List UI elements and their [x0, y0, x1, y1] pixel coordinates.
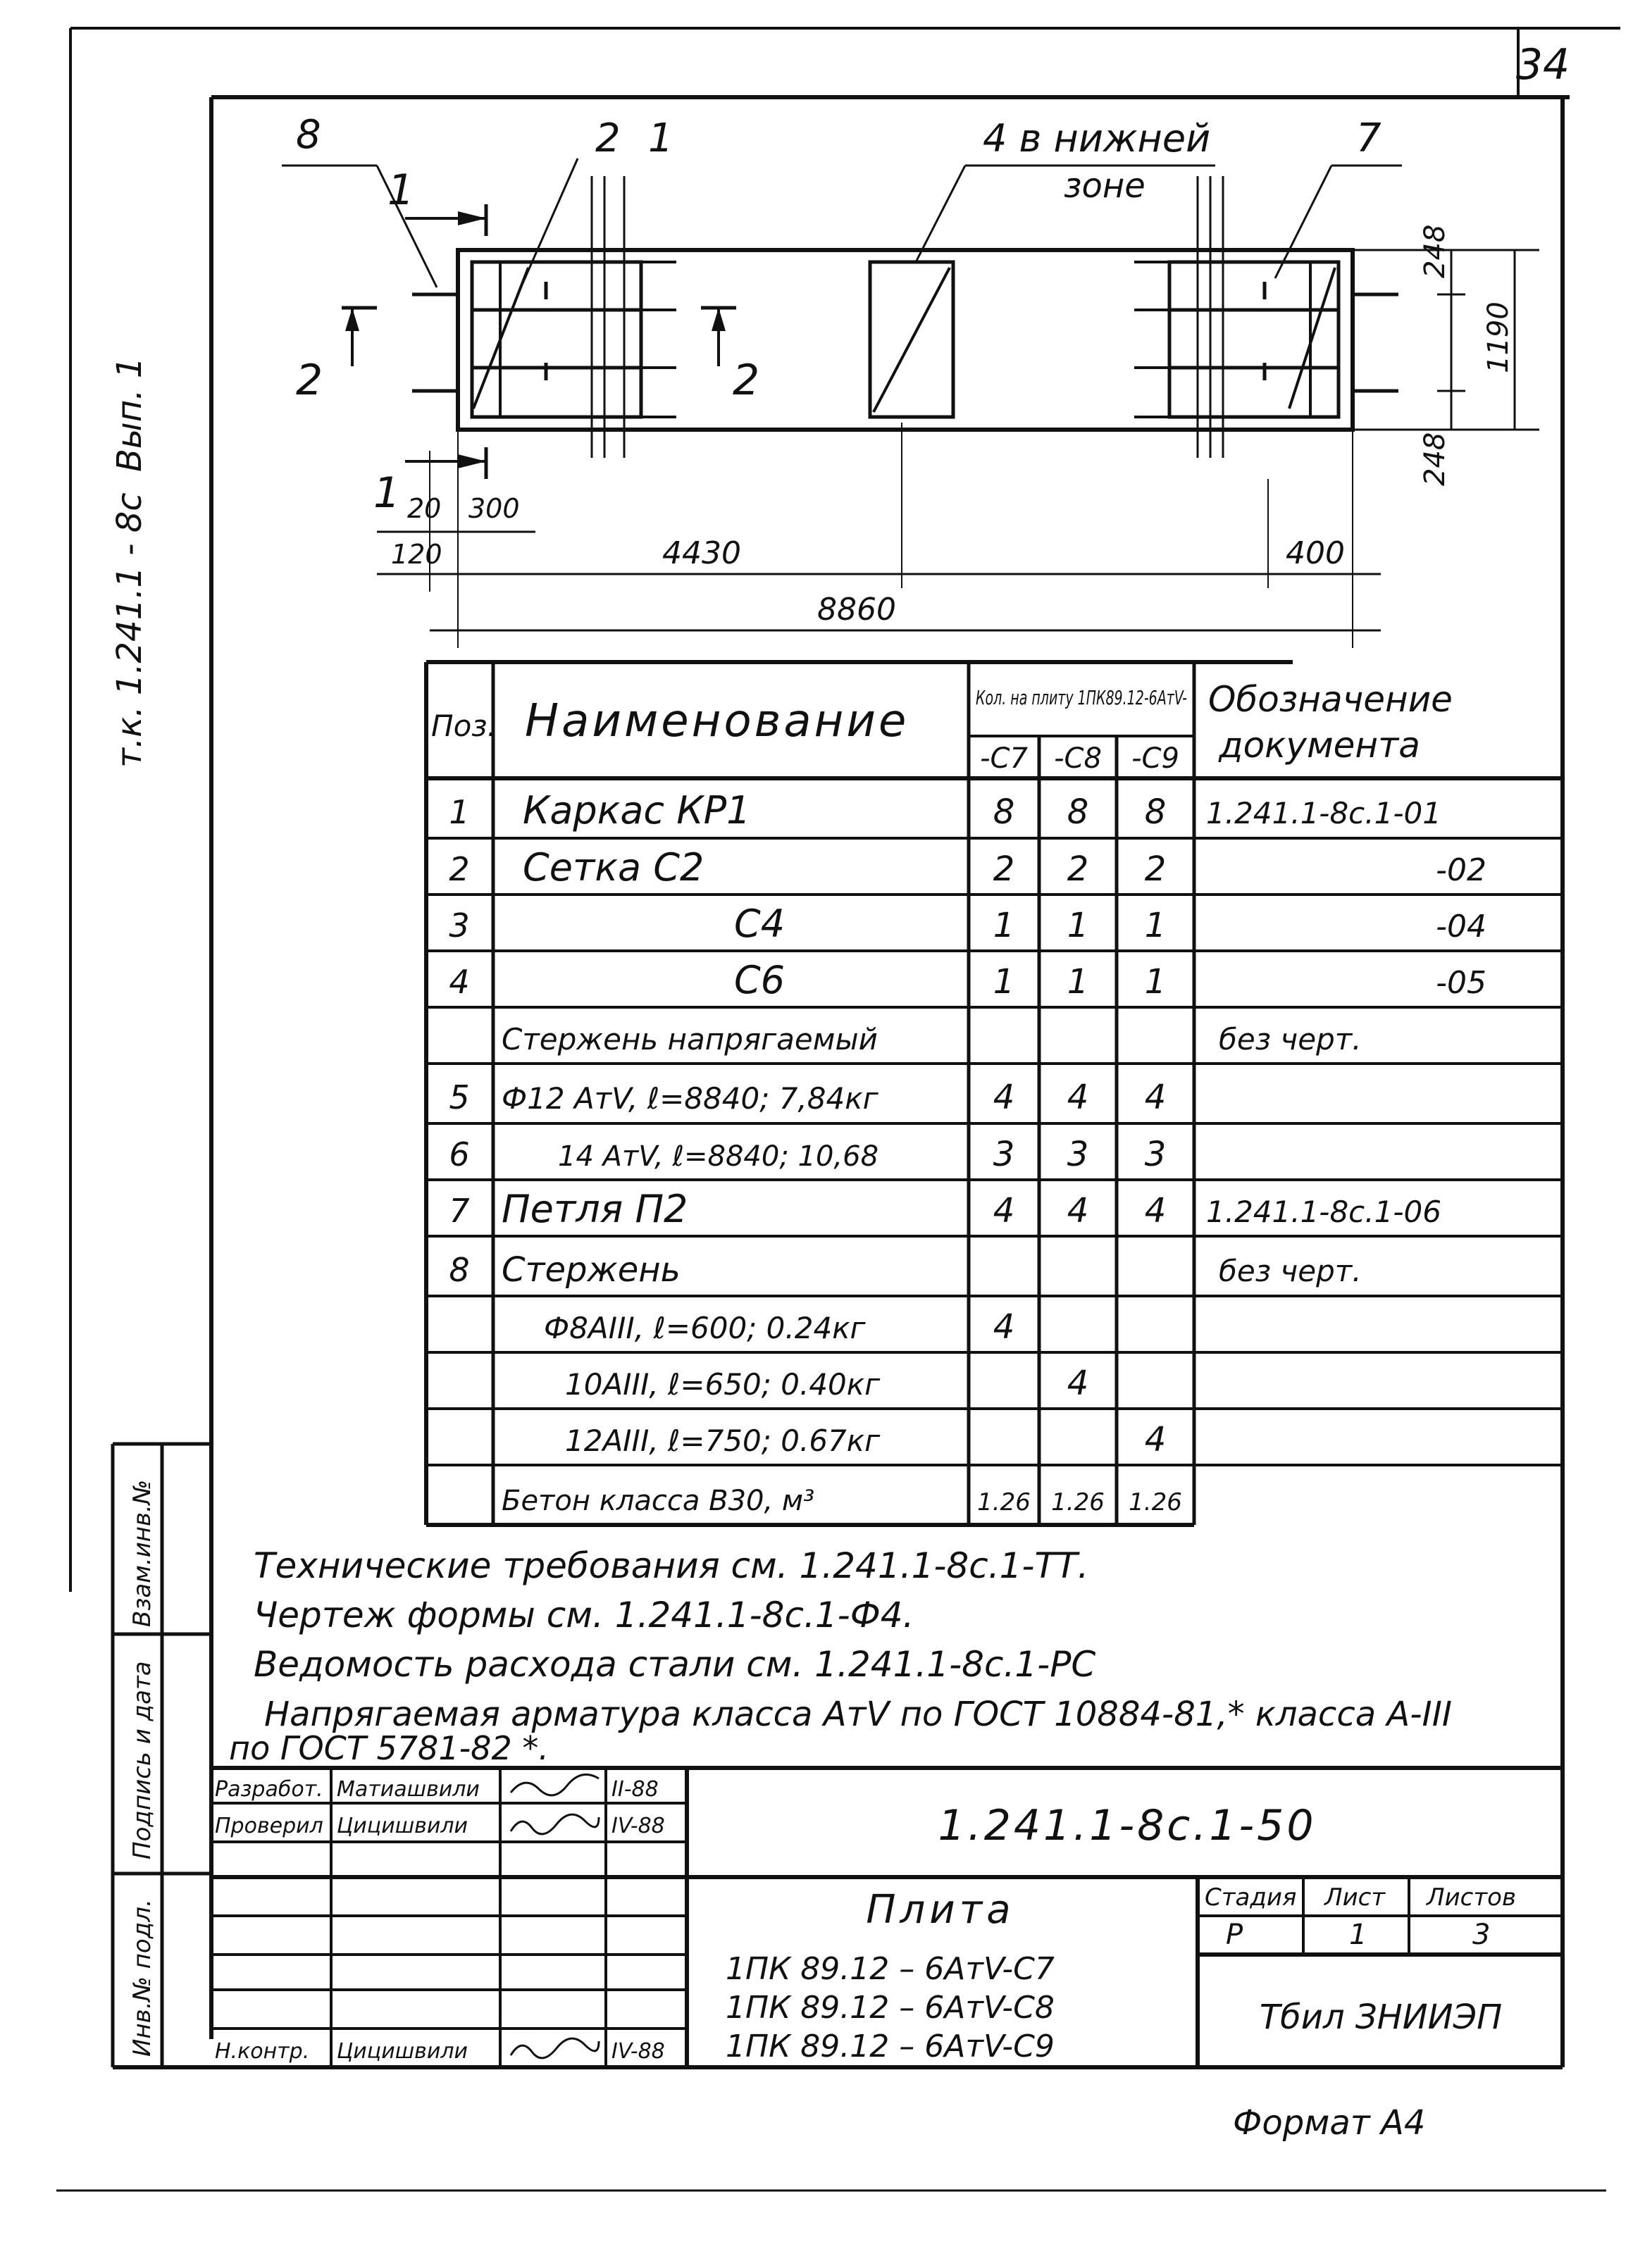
header-qty: Кол. на плиту 1ПК89.12-6АтV-: [976, 686, 1187, 709]
side-issue: Вып. 1: [110, 356, 149, 472]
row-2-qty-c7: 1: [993, 906, 1015, 945]
row-6-qty-c9: 3: [1144, 1135, 1167, 1174]
row-3-doc: -05: [1436, 965, 1486, 1001]
dim-248-top: 248: [1419, 224, 1451, 278]
note-line-1: Технические требования см. 1.241.1-8с.1-ТТ.: [254, 1545, 1089, 1586]
row-6-name: 14 АтV, ℓ=8840; 10,68: [558, 1140, 879, 1173]
row-1-pos: 2: [449, 850, 470, 888]
row-0-qty-c7: 8: [993, 792, 1015, 832]
stage-value: Р: [1226, 1919, 1243, 1951]
sig-date-norm-control: IV-88: [611, 2039, 665, 2064]
sig-role-checked: Проверил: [215, 1814, 323, 1838]
callout-4-zone: зоне: [1064, 166, 1145, 206]
product-mark-c8: 1ПК 89.12 – 6АтV-С8: [726, 1990, 1055, 2026]
row-3-pos: 4: [449, 963, 470, 1001]
sheets-header: Листов: [1427, 1883, 1517, 1912]
product-mark-c7: 1ПК 89.12 – 6АтV-С7: [726, 1951, 1055, 1987]
row-0-qty-c8: 8: [1067, 792, 1089, 832]
sheet-header: Лист: [1324, 1883, 1386, 1912]
row-0-doc: 1.241.1-8с.1-01: [1206, 795, 1441, 830]
section-mark-2-left: 2: [296, 356, 323, 405]
row-12-name: Бетон класса В30, м³: [502, 1484, 815, 1517]
row-5-qty-c7: 4: [993, 1077, 1015, 1117]
header-name: Наименование: [525, 695, 909, 747]
row-9-name: Ф8АIII, ℓ=600; 0.24кг: [544, 1311, 866, 1345]
row-7-qty-c8: 4: [1067, 1191, 1089, 1230]
row-6-pos: 6: [449, 1135, 470, 1173]
sig-name-developed: Матиашвили: [337, 1777, 480, 1802]
row-7-qty-c7: 4: [993, 1191, 1015, 1230]
dim-1190: 1190: [1482, 301, 1515, 373]
row-8-name: Стержень: [502, 1250, 681, 1290]
row-1-qty-c9: 2: [1144, 849, 1167, 889]
dim-20: 20: [407, 493, 442, 524]
callout-2: 2: [595, 116, 621, 161]
row-2-qty-c9: 1: [1144, 906, 1167, 945]
row-1-doc: -02: [1436, 852, 1486, 888]
technical-notes: [229, 1545, 1452, 1767]
slab-plan-drawing: [282, 158, 1539, 648]
row-5-pos: 5: [449, 1078, 470, 1116]
dim-300: 300: [468, 493, 520, 524]
sig-role-norm-control: Н.контр.: [215, 2039, 310, 2064]
side-stamp-columns: [113, 1444, 211, 2067]
signature-developed: [511, 1774, 599, 1795]
header-qty-c8: -С8: [1054, 742, 1102, 775]
dim-400: 400: [1286, 535, 1345, 571]
callout-7: 7: [1356, 116, 1381, 161]
stamp-label-signature-date: Подпись и дата: [128, 1661, 156, 1859]
note-line-2: Чертеж формы см. 1.241.1-8с.1-Ф4.: [254, 1595, 914, 1635]
sig-date-developed: II-88: [611, 1777, 659, 1802]
sig-name-checked: Цицишвили: [337, 1814, 468, 1838]
row-7-pos: 7: [449, 1192, 470, 1230]
row-3-qty-c8: 1: [1067, 962, 1089, 1002]
note-line-3: Ведомость расхода стали см. 1.241.1-8с.1-РС: [254, 1644, 1096, 1685]
product-name: Плита: [866, 1887, 1015, 1933]
row-11-qty-c9: 4: [1144, 1420, 1167, 1459]
row-12-qty-c9: 1.26: [1129, 1488, 1182, 1516]
sig-name-norm-control: Цицишвили: [337, 2039, 468, 2064]
row-0-pos: 1: [449, 792, 470, 831]
row-8-pos: 8: [449, 1250, 470, 1289]
paper-format: Формат А4: [1233, 2103, 1426, 2143]
row-1-qty-c8: 2: [1067, 849, 1089, 889]
row-1-name: Сетка С2: [523, 845, 704, 890]
document-code: 1.241.1-8с.1-50: [938, 1801, 1317, 1850]
row-6-qty-c8: 3: [1067, 1135, 1089, 1174]
row-5-name: Ф12 АтV, ℓ=8840; 7,84кг: [502, 1080, 878, 1116]
row-5-qty-c8: 4: [1067, 1077, 1089, 1117]
row-7-qty-c9: 4: [1144, 1191, 1167, 1230]
sheet-value: 1: [1349, 1919, 1367, 1951]
row-5-qty-c9: 4: [1144, 1077, 1167, 1117]
row-4-name: Стержень напрягаемый: [502, 1022, 878, 1057]
dim-120: 120: [391, 539, 442, 570]
row-4-doc: без черт.: [1219, 1022, 1362, 1057]
product-mark-c9: 1ПК 89.12 – 6АтV-С9: [726, 2029, 1055, 2064]
row-6-qty-c7: 3: [993, 1135, 1015, 1174]
callout-1: 1: [648, 116, 673, 161]
signature-checked: [511, 1814, 599, 1834]
sig-date-checked: IV-88: [611, 1814, 665, 1838]
row-10-name: 10АIII, ℓ=650; 0.40кг: [565, 1367, 881, 1402]
dim-248-bottom: 248: [1419, 432, 1451, 486]
callout-8: 8: [296, 112, 321, 158]
header-qty-c7: -С7: [980, 742, 1028, 775]
section-mark-2-right: 2: [733, 356, 760, 405]
header-qty-c9: -С9: [1131, 742, 1179, 775]
stage-header: Стадия: [1205, 1883, 1297, 1912]
page-number: 34: [1515, 40, 1570, 89]
row-7-doc: 1.241.1-8с.1-06: [1206, 1195, 1441, 1229]
row-12-qty-c8: 1.26: [1051, 1488, 1105, 1516]
row-3-name: С6: [734, 958, 786, 1002]
section-mark-1-bottom: 1: [373, 468, 401, 518]
sheets-value: 3: [1472, 1919, 1491, 1951]
row-10-qty-c8: 4: [1067, 1364, 1089, 1403]
dim-8860: 8860: [817, 592, 896, 628]
stamp-label-replacement-inv: Взам.инв.№: [128, 1479, 156, 1627]
row-0-name: Каркас КР1: [523, 787, 751, 833]
section-mark-1-top: 1: [387, 166, 415, 215]
stamp-label-original-inv: Инв.№ подл.: [128, 1899, 156, 2057]
signature-norm-control: [511, 2038, 599, 2058]
row-2-qty-c8: 1: [1067, 906, 1089, 945]
row-8-doc: без черт.: [1219, 1253, 1362, 1288]
side-doc-reference: т.к. 1.241.1 - 8с: [110, 492, 149, 768]
header-doc-line2: документа: [1219, 725, 1420, 766]
organization: Тбил ЗНИИЭП: [1259, 1998, 1503, 2037]
row-3-qty-c7: 1: [993, 962, 1015, 1002]
row-2-pos: 3: [449, 906, 470, 945]
row-12-qty-c7: 1.26: [977, 1488, 1031, 1516]
sig-role-developed: Разработ.: [215, 1777, 323, 1802]
dim-4430: 4430: [662, 535, 741, 571]
row-9-qty-c7: 4: [993, 1307, 1015, 1347]
row-3-qty-c9: 1: [1144, 962, 1167, 1002]
row-0-qty-c9: 8: [1144, 792, 1167, 832]
note-line-5: по ГОСТ 5781-82 *.: [229, 1729, 549, 1767]
row-2-doc: -04: [1436, 909, 1486, 945]
header-doc-line1: Обозначение: [1208, 679, 1453, 720]
note-line-4: Напрягаемая арматура класса АтV по ГОСТ 10884-81,* класса А-III: [264, 1695, 1452, 1734]
header-pos: Поз.: [431, 709, 497, 743]
row-1-qty-c7: 2: [993, 849, 1015, 889]
row-11-name: 12АIII, ℓ=750; 0.67кг: [565, 1423, 881, 1458]
row-7-name: Петля П2: [502, 1187, 688, 1231]
callout-4: 4 в нижней: [983, 116, 1211, 161]
row-2-name: С4: [734, 902, 786, 946]
